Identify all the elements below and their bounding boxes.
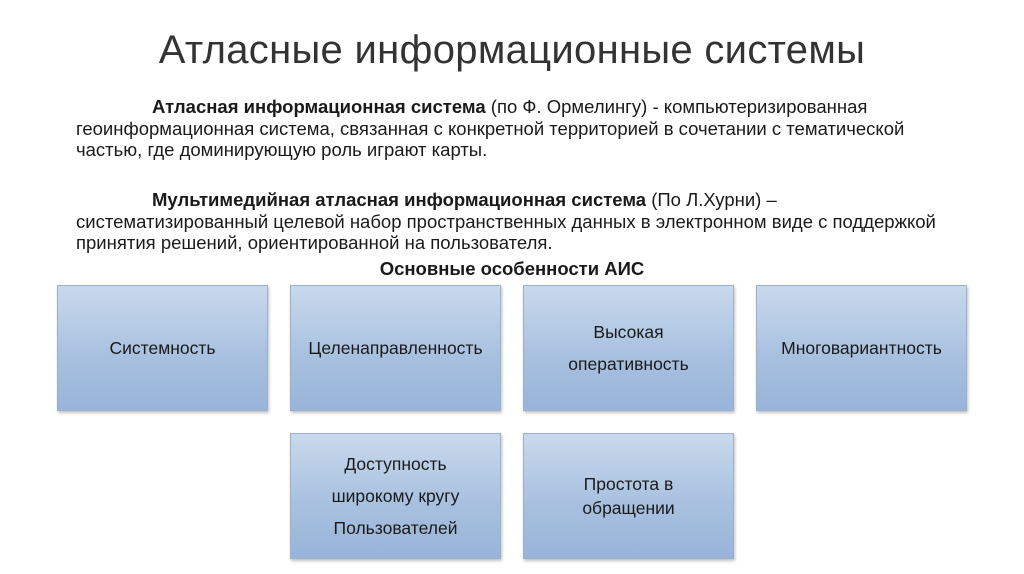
feature-box-systemnost — [57, 285, 268, 411]
feature-line: широкому кругу — [331, 486, 460, 506]
definition-text: систематизированный целевой набор пространственных данных в электронном виде с поддержкой принятия решений, ориентированной на пользователя. — [76, 210, 936, 253]
definition-source: (по Ф. Ормелингу) - — [485, 96, 659, 117]
feature-line: Высокая — [593, 322, 664, 342]
definition-term: Атласная информационная система — [152, 96, 486, 117]
feature-box-operativnost — [523, 285, 734, 411]
feature-box-tselenapravlennost — [290, 285, 501, 411]
feature-line: оперативность — [568, 354, 689, 374]
feature-box-mnogovariantnost — [756, 285, 967, 411]
definition-text: компьютеризированная геоинформационная система, связанная с конкретной территорией в сочетании с тематической частью, где доминирующую роль играют карты. — [76, 96, 905, 160]
feature-line: обращении — [582, 498, 675, 518]
feature-line: Доступность — [344, 454, 447, 474]
feature-line: Простота в — [583, 474, 674, 494]
slide-title: Атласные информационные системы — [158, 28, 866, 72]
feature-line: Пользователей — [333, 518, 458, 538]
feature-box-prostota — [523, 433, 734, 559]
definition-source: (По Л.Хурни) – — [646, 189, 777, 210]
feature-line: Многовариантность — [781, 338, 942, 358]
feature-line: Системность — [109, 338, 216, 358]
feature-line: Целенаправленность — [308, 338, 483, 358]
feature-box-dostupnost — [290, 433, 501, 559]
definition-term: Мультимедийная атласная информационная система — [152, 189, 647, 210]
features-heading: Основные особенности АИС — [379, 258, 645, 279]
definition-multimedia-atlas-is — [76, 189, 956, 254]
definition-atlas-is — [76, 96, 956, 161]
